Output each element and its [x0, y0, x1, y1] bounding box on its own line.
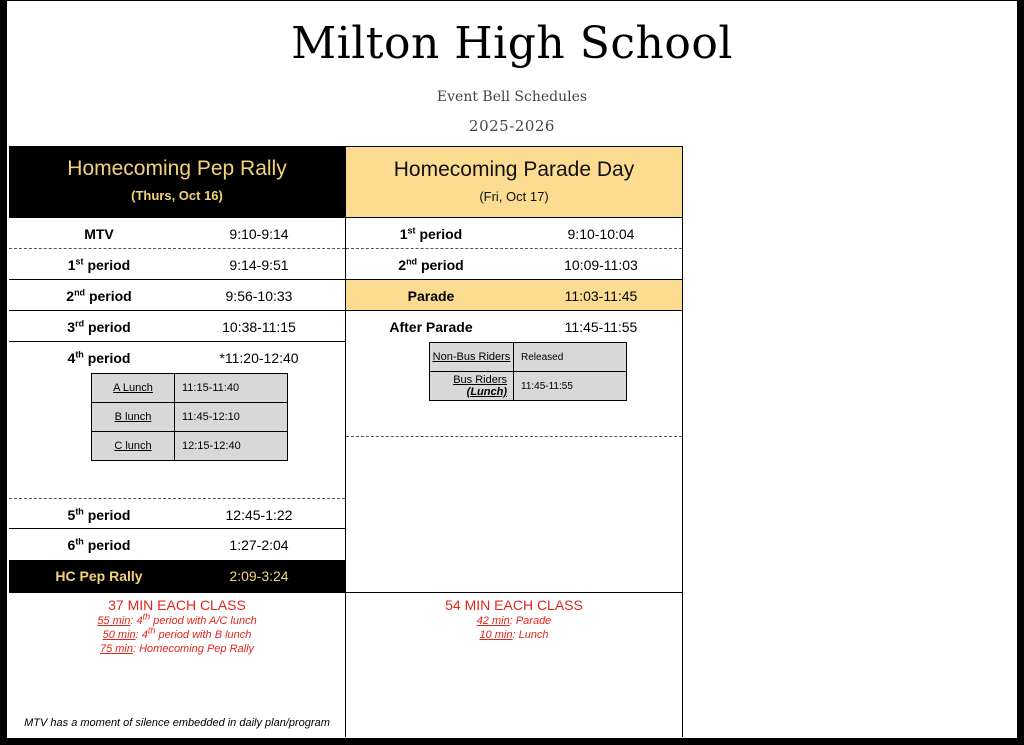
schedule-row [346, 311, 682, 342]
schedule-row [9, 249, 345, 280]
notes-heading: 54 MIN EACH CLASS [445, 597, 583, 613]
period-time: 11:03-11:45 [564, 288, 638, 304]
period-time: *11:20-12:40 [219, 350, 299, 366]
schedule-row [346, 249, 682, 280]
lunch-row [92, 374, 288, 403]
period-time: 11:45-11:55 [564, 319, 638, 335]
pep-rally-title: Homecoming Pep Rally [67, 157, 287, 180]
parade-day-date: (Fri, Oct 17) [479, 189, 549, 204]
parade-day-notes [346, 592, 682, 738]
lunch-row [92, 432, 288, 461]
period-label: 3rd period [67, 318, 131, 335]
note-line: 10 min: Lunch [479, 629, 549, 641]
lunch-name: A Lunch [92, 374, 175, 403]
parade-day-title: Homecoming Parade Day [393, 158, 635, 181]
pep-rally-date: (Thurs, Oct 16) [131, 188, 223, 203]
period-label: Parade [407, 288, 455, 304]
schedule-row [9, 218, 345, 249]
note-line: 75 min: Homecoming Pep Rally [99, 643, 255, 655]
lunch-name: B lunch [92, 403, 175, 432]
period-time: 2:09-3:24 [229, 568, 289, 584]
riders-row [430, 372, 627, 401]
parade-day-header [346, 146, 682, 218]
period-label: 2nd period [398, 256, 464, 273]
school-year: 2025-2026 [469, 117, 555, 135]
lunch-table [91, 373, 288, 461]
note-line: 50 min: 4th period with B lunch [102, 625, 252, 641]
riders-table [429, 342, 627, 401]
parade-row [346, 280, 682, 311]
rider-type: Non-Bus Riders [430, 343, 514, 372]
period-time: 1:27-2:04 [229, 537, 289, 553]
lunch-time: 12:15-12:40 [175, 432, 288, 461]
lunch-row [92, 403, 288, 432]
lunch-time: 11:45-12:10 [175, 403, 288, 432]
period-label: MTV [84, 226, 114, 242]
pep-rally-row [9, 560, 345, 592]
parade-day-schedule [345, 146, 683, 737]
note-line: 42 min: Parade [476, 615, 552, 627]
note-line: 55 min: 4th period with A/C lunch [97, 611, 257, 627]
period-label: 1st period [399, 225, 463, 242]
lunch-time: 11:15-11:40 [175, 374, 288, 403]
period-label: After Parade [389, 319, 473, 335]
period-time: 9:10-9:14 [229, 226, 289, 242]
pep-rally-header [9, 146, 345, 218]
period-label: 6th period [67, 536, 131, 553]
divider [346, 436, 682, 437]
rider-type: Bus Riders (Lunch) [430, 372, 514, 401]
pep-rally-schedule [9, 146, 345, 737]
period-label: 4th period [67, 349, 131, 366]
period-time: 10:09-11:03 [564, 257, 638, 273]
schedule-row [9, 311, 345, 342]
schedule-row [346, 218, 682, 249]
period-time: 9:56-10:33 [225, 288, 293, 304]
period-label: HC Pep Rally [55, 568, 143, 584]
period-time: 10:38-11:15 [222, 319, 296, 335]
rider-time: Released [514, 343, 627, 372]
rider-time: 11:45-11:55 [514, 372, 627, 401]
page-title: Milton High School [291, 18, 733, 69]
period-label: 5th period [67, 506, 131, 523]
schedule-row [9, 342, 345, 373]
riders-row [430, 343, 627, 372]
schedule-row [9, 498, 345, 529]
lunch-name: C lunch [92, 432, 175, 461]
pep-rally-notes [9, 592, 345, 738]
page-subtitle: Event Bell Schedules [436, 89, 588, 105]
schedule-row [9, 529, 345, 560]
period-label: 2nd period [66, 287, 132, 304]
period-time: 9:10-10:04 [567, 226, 635, 242]
period-label: 1st period [67, 256, 131, 273]
mtv-note: MTV has a moment of silence embedded in daily plan/program [24, 717, 330, 729]
period-time: 9:14-9:51 [229, 257, 289, 273]
period-time: 12:45-1:22 [225, 507, 293, 523]
notes-heading: 37 MIN EACH CLASS [108, 597, 246, 613]
schedule-row [9, 280, 345, 311]
